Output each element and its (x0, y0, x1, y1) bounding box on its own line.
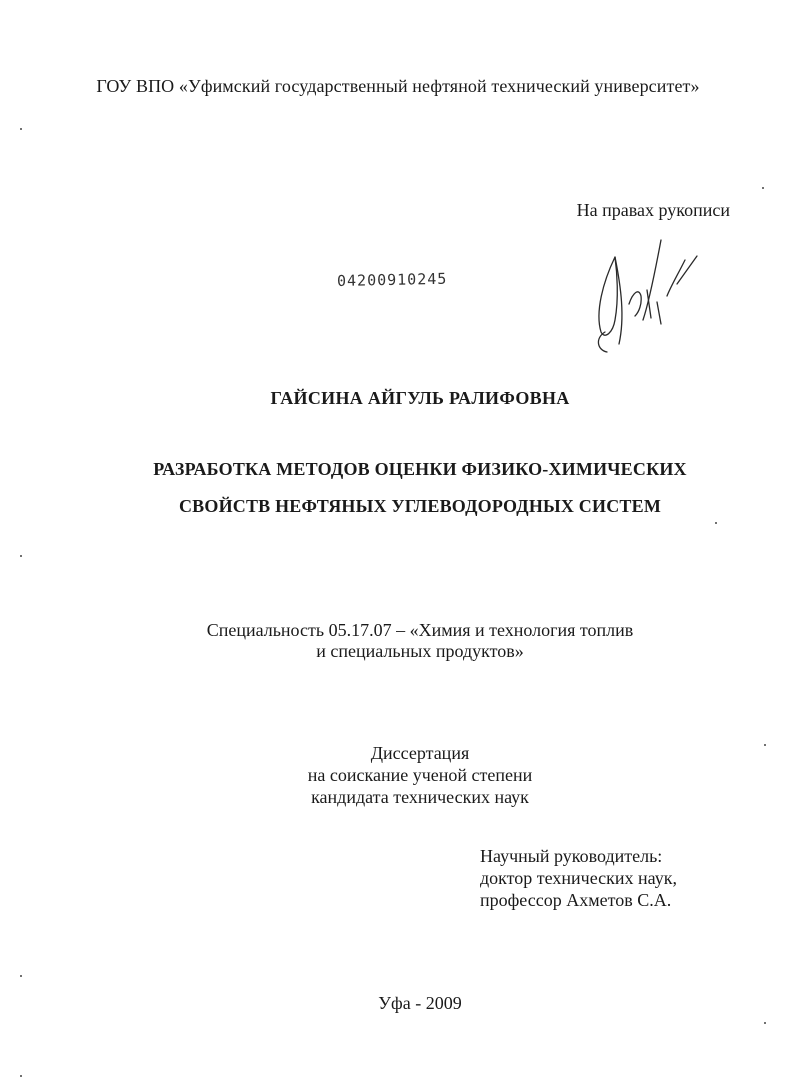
degree-line-2: на соискание ученой степени (307, 765, 533, 785)
degree-line-3: кандидата технических наук (311, 787, 529, 807)
scan-speck (20, 555, 22, 557)
degree-line-1: Диссертация (370, 743, 470, 763)
manuscript-note: На правах рукописи (576, 200, 730, 220)
degree-statement (0, 742, 796, 808)
supervisor-line-3: профессор Ахметов С.А. (480, 890, 672, 910)
scan-speck (762, 187, 764, 189)
institution-header: ГОУ ВПО «Уфимский государственный нефтяной технический университет» (96, 76, 700, 96)
title-line-2: СВОЙСТВ НЕФТЯНЫХ УГЛЕВОДОРОДНЫХ СИСТЕМ (178, 496, 662, 516)
signature-icon (585, 232, 705, 362)
place-year: Уфа - 2009 (378, 993, 462, 1013)
scan-speck (20, 975, 22, 977)
author-name: ГАЙСИНА АЙГУЛЬ РАЛИФОВНА (270, 388, 570, 408)
supervisor-line-1: Научный руководитель: (480, 846, 663, 866)
dissertation-title (0, 451, 796, 525)
supervisor-line-2: доктор технических наук, (480, 868, 677, 888)
scan-speck (20, 1075, 22, 1077)
specialty-line-1: Специальность 05.17.07 – «Химия и технология топлив (206, 620, 634, 640)
supervisor-block (480, 845, 677, 911)
scan-speck (764, 1022, 766, 1024)
scan-speck (764, 744, 766, 746)
registry-number: 04200910245 (336, 269, 448, 290)
specialty (0, 620, 796, 662)
title-line-1: РАЗРАБОТКА МЕТОДОВ ОЦЕНКИ ФИЗИКО-ХИМИЧЕСКИХ (153, 459, 687, 479)
scan-speck (715, 522, 717, 524)
specialty-line-2: и специальных продуктов» (316, 641, 524, 661)
scan-speck (20, 128, 22, 130)
